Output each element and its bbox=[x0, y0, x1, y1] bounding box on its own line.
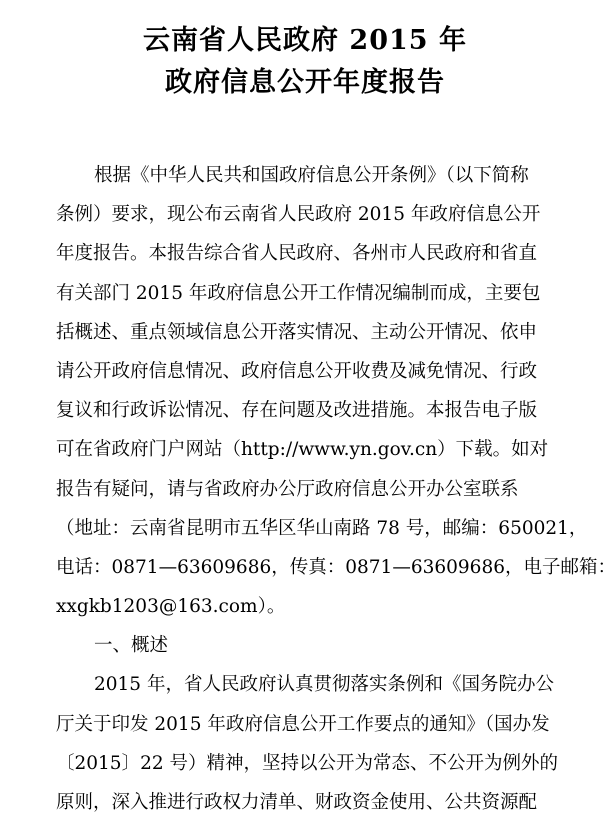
text-line: 根据《中华人民共和国政府信息公开条例》（以下简称 bbox=[94, 165, 529, 186]
paragraph-overview bbox=[56, 665, 559, 822]
text-line: 可在省政府门户网站（http://www.yn.gov.cn）下载。如对 bbox=[56, 439, 549, 461]
text-line: 括概述、重点领域信息公开落实情况、主动公开情况、依申 bbox=[56, 321, 538, 343]
text-line: 年度报告。本报告综合省人民政府、各州市人民政府和省直 bbox=[56, 243, 538, 265]
text-line: （地址：云南省昆明市五华区华山南路 78 号，邮编：650021， bbox=[56, 517, 588, 539]
document-title-line2: 政府信息公开年度报告 bbox=[165, 67, 445, 98]
document-title-line1: 云南省人民政府 2015 年 bbox=[143, 25, 467, 56]
text-line: 条例）要求，现公布云南省人民政府 2015 年政府信息公开 bbox=[56, 204, 541, 226]
text-line: 〔2015〕22 号）精神，坚持以公开为常态、不公开为例外的 bbox=[56, 752, 559, 774]
text-line: 厅关于印发 2015 年政府信息公开工作要点的通知》（国办发 bbox=[56, 713, 550, 735]
text-line: 复议和行政诉讼情况、存在问题及改进措施。本报告电子版 bbox=[56, 400, 538, 422]
text-line: 2015 年，省人民政府认真贯彻落实条例和《国务院办公 bbox=[94, 674, 554, 696]
text-line: 电话：0871—63609686，传真：0871—63609686，电子邮箱： bbox=[56, 556, 616, 578]
text-line: 请公开政府信息情况、政府信息公开收费及减免情况、行政 bbox=[56, 360, 538, 382]
document-body bbox=[56, 156, 616, 822]
text-line: 原则，深入推进行政权力清单、财政资金使用、公共资源配 bbox=[56, 792, 538, 813]
text-line: 报告有疑问，请与省政府办公厅政府信息公开办公室联系 bbox=[56, 478, 519, 500]
section-heading-overview: 一、概述 bbox=[94, 635, 169, 657]
paragraph-intro bbox=[56, 156, 616, 626]
text-line: xxgkb1203@163.com）。 bbox=[56, 596, 286, 618]
text-line: 有关部门 2015 年政府信息公开工作情况编制而成，主要包 bbox=[56, 282, 541, 304]
